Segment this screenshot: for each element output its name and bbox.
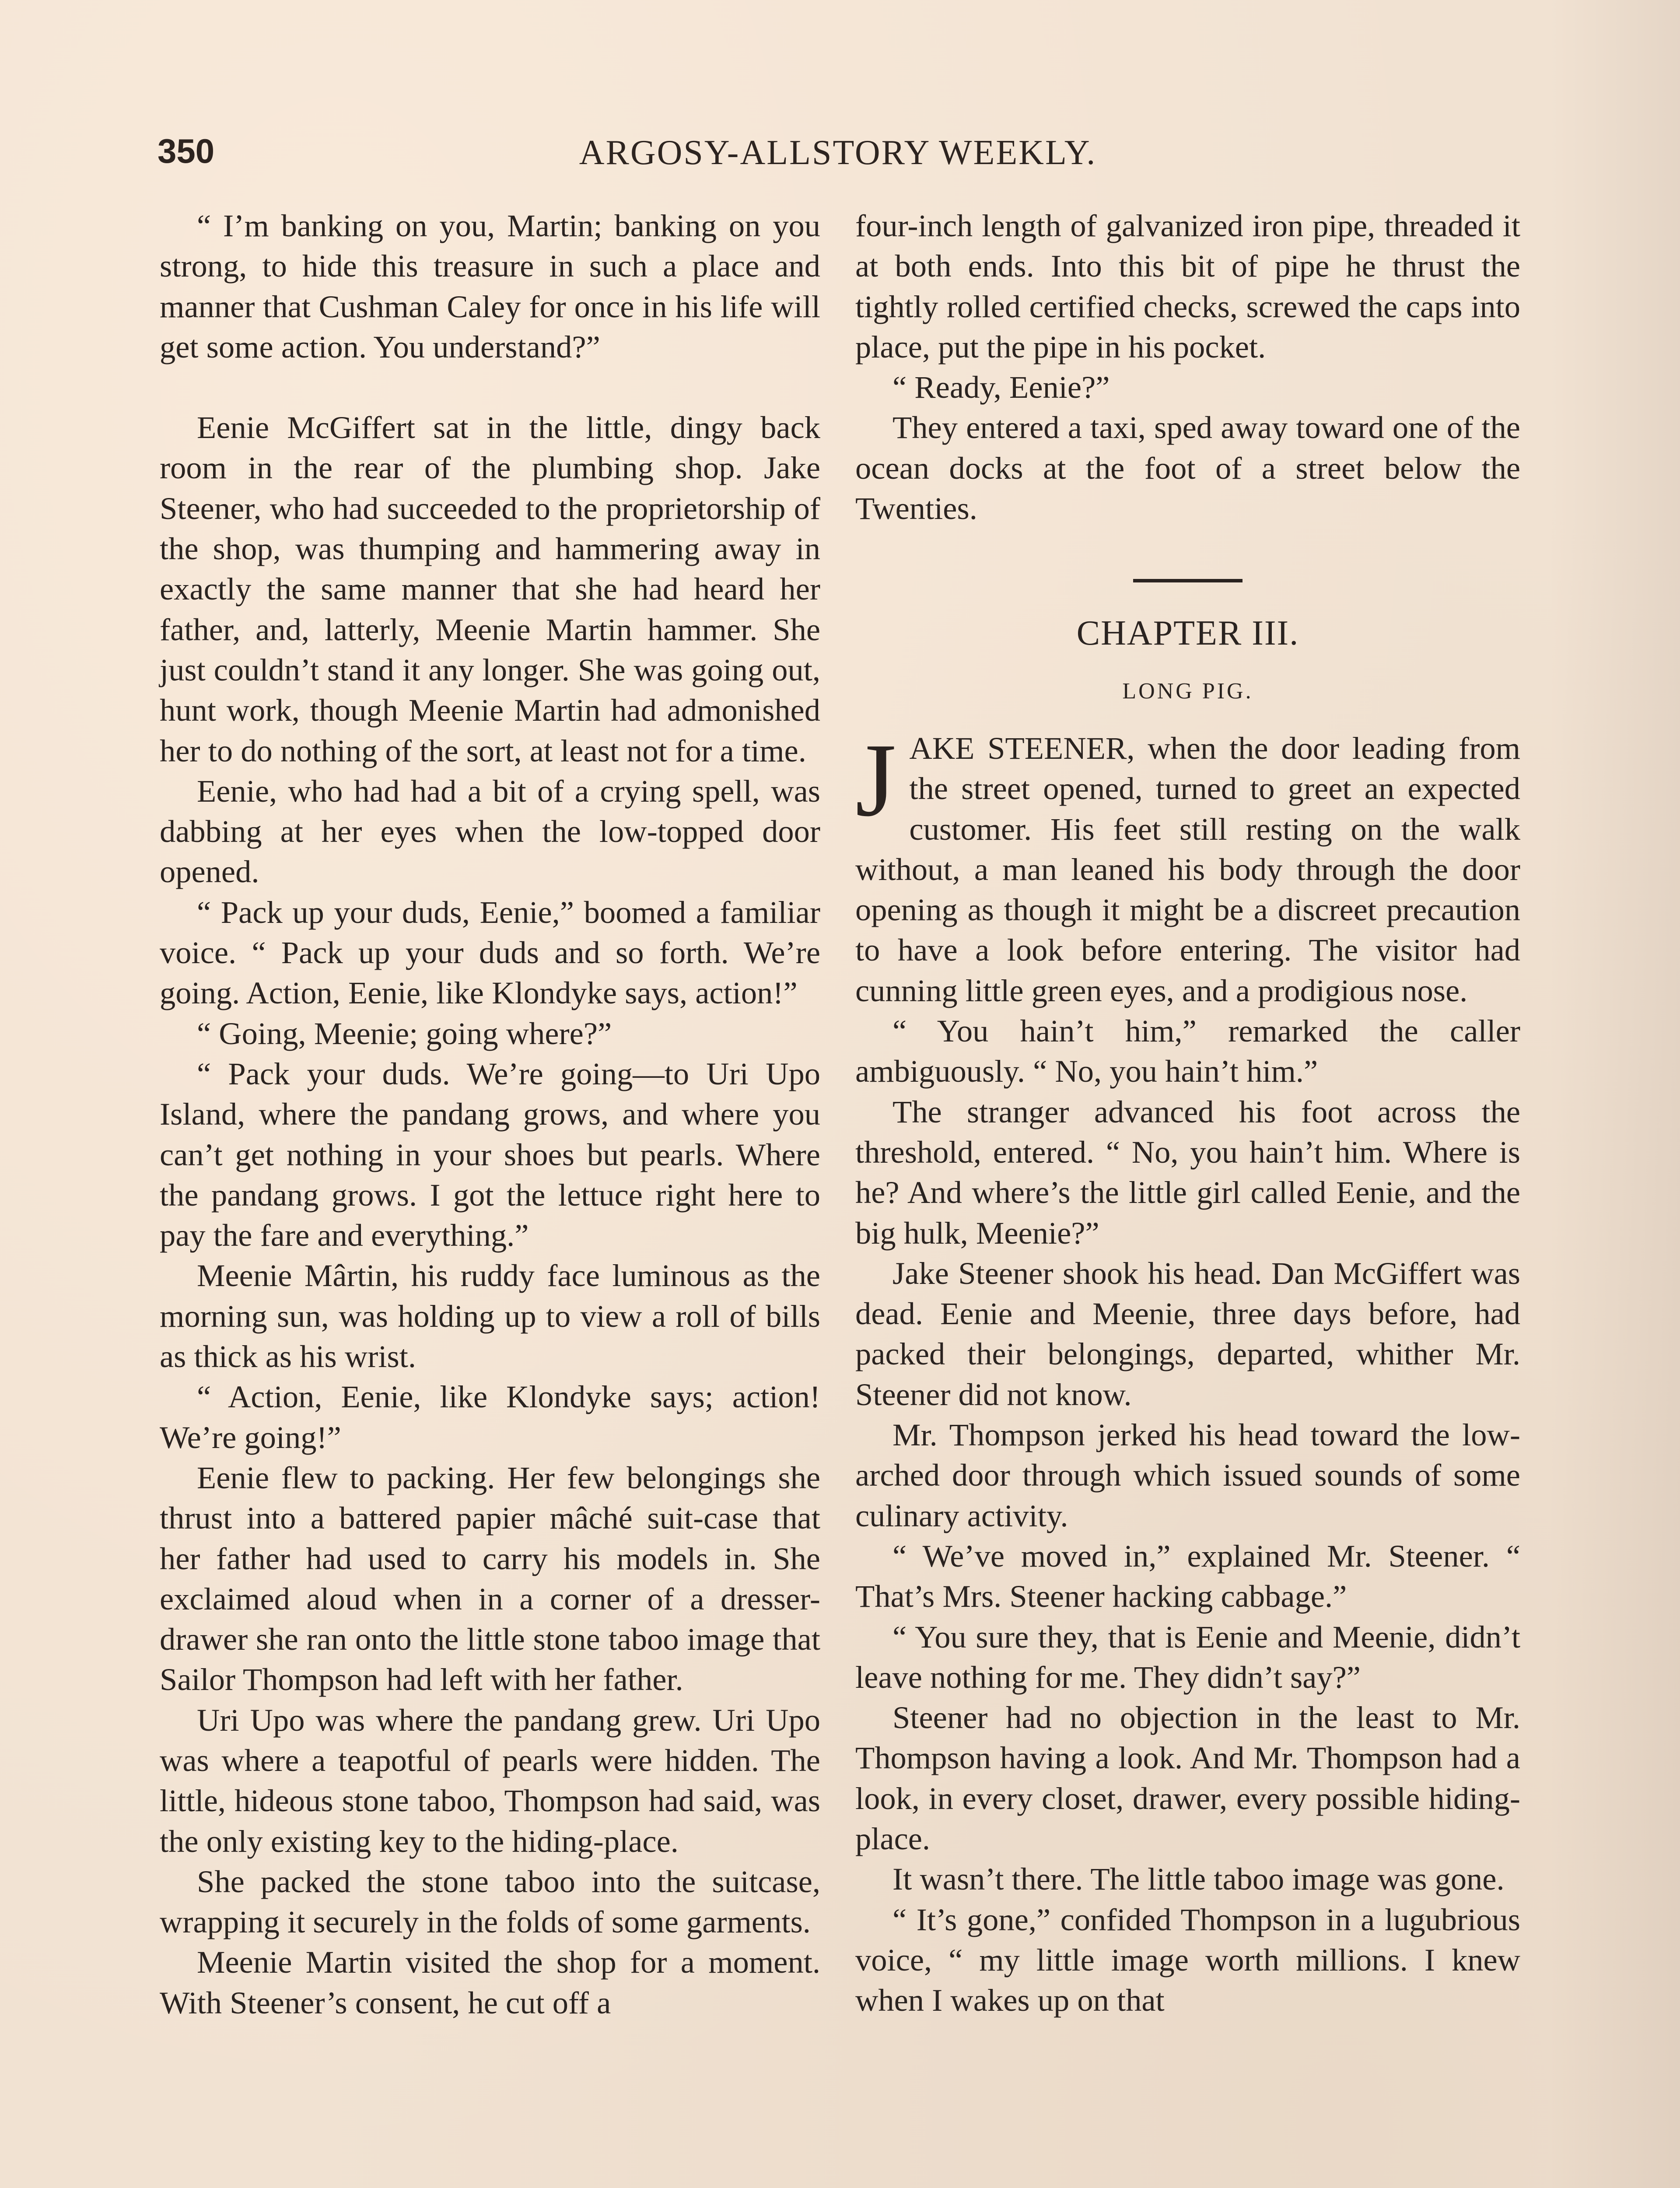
paragraph: Mr. Thompson jerked his head toward the low-arched door through which issued sounds of some culinary activity. <box>855 1417 1520 1533</box>
paragraph: The stranger advanced his foot across the threshold, entered. “ No, you hain’t him. Where is he? And where’s the little girl called Eenie, and the big hulk, Meenie?” <box>855 1094 1520 1251</box>
opening-text: AKE STEENER, when the door leading from the street opened, turned to greet an expected customer. His feet still resting on the walk without, a man leaned his body through the door opening as though it might be a discreet precaution to have a look before entering. The visitor had cunning little green eyes, and a prodigious nose. <box>855 730 1520 1008</box>
chapter-opening-paragraph <box>855 721 1520 1011</box>
paragraph: “ I’m banking on you, Martin; banking on you strong, to hide this treasure in such a place and manner that Cushman Caley for once in his life will get some action. You understand?” <box>160 208 820 365</box>
paragraph: “ Pack up your duds, Eenie,” boomed a familiar voice. “ Pack up your duds and so forth. We’re going. Action, Eenie, like Klondyke says, action!” <box>160 894 820 1011</box>
paragraph: four-inch length of galvanized iron pipe, threaded it at both ends. Into this bit of pipe he thrust the tightly rolled certified checks, screwed the caps into place, put the pipe in his pocket. <box>855 208 1520 365</box>
left-column <box>160 206 820 2023</box>
paragraph: “ It’s gone,” confided Thompson in a lugubrious voice, “ my little image worth millions. I knew when I wakes up on that <box>855 1901 1520 2018</box>
paragraph: “ Pack your duds. We’re going—to Uri Upo Island, where the pandang grows, and where you can’t get nothing in your shoes but pearls. Where the pandang grows. I got the lettuce right here to pay the fare and everything.” <box>160 1055 820 1253</box>
page-number: 350 <box>158 132 215 170</box>
paragraph: “ You hain’t him,” remarked the caller ambiguously. “ No, you hain’t him.” <box>855 1013 1520 1089</box>
running-head: ARGOSY-ALLSTORY WEEKLY. <box>579 133 1097 172</box>
paragraph: Meenie Mârtin, his ruddy face luminous as the morning sun, was holding up to view a roll of bills as thick as his wrist. <box>160 1258 820 1375</box>
paragraph: She packed the stone taboo into the suitcase, wrapping it securely in the folds of some garments. <box>160 1863 820 1940</box>
paragraph: Eenie, who had had a bit of a crying spell, was dabbing at her eyes when the low-topped door opened. <box>160 773 820 890</box>
paragraph: It wasn’t there. The little taboo image was gone. <box>892 1861 1505 1897</box>
page-shading <box>1549 0 1680 2188</box>
chapter-title: CHAPTER III. <box>1076 614 1299 653</box>
paragraph: “ Action, Eenie, like Klondyke says; action! We’re going!” <box>160 1379 820 1455</box>
paragraph: They entered a taxi, sped away toward one of the ocean docks at the foot of a street below the Twenties. <box>855 410 1520 526</box>
right-column <box>855 206 1520 2020</box>
drop-cap: J <box>855 721 896 838</box>
section-divider <box>1133 579 1242 582</box>
paragraph: Steener had no objection in the least to Mr. Thompson having a look. And Mr. Thompson had a look, in every closet, drawer, every possible hiding-place. <box>855 1700 1520 1856</box>
page-header <box>158 131 1518 179</box>
paragraph: “ Ready, Eenie?” <box>892 369 1110 405</box>
paragraph: “ Going, Meenie; going where?” <box>197 1015 612 1051</box>
paragraph: Uri Upo was where the pandang grew. Uri Upo was where a teapotful of pearls were hidden. The little, hideous stone taboo, Thompson had said, was the only existing key to the hiding-place. <box>160 1702 820 1859</box>
paragraph: Eenie McGiffert sat in the little, dingy back room in the rear of the plumbing shop. Jake Steener, who had succeeded to the proprietorship of the shop, was thumping and hammering away in exactly the same manner that she had heard her father, and, latterly, Meenie Martin hammer. She just couldn’t stand it any longer. She was going out, hunt work, though Meenie Martin had admonished her to do nothing of the sort, at least not for a time. <box>160 410 820 768</box>
paragraph: “ You sure they, that is Eenie and Meenie, didn’t leave nothing for me. They didn’t say?” <box>855 1619 1520 1695</box>
paragraph: “ We’ve moved in,” explained Mr. Steener. “ That’s Mrs. Steener hacking cabbage.” <box>855 1538 1520 1614</box>
paragraph: Meenie Martin visited the shop for a moment. With Steener’s consent, he cut off a <box>160 1944 820 2020</box>
paragraph: Jake Steener shook his head. Dan McGiffert was dead. Eenie and Meenie, three days before, had packed their belongings, departed, whither Mr. Steener did not know. <box>855 1255 1520 1412</box>
chapter-subtitle: LONG PIG. <box>1122 678 1253 704</box>
paragraph: Eenie flew to packing. Her few belongings she thrust into a battered papier mâché suit-case that her father had used to carry his models in. She exclaimed aloud when in a corner of a dresser-drawer she ran onto the little stone taboo image that Sailor Thompson had left with her father. <box>160 1459 820 1697</box>
